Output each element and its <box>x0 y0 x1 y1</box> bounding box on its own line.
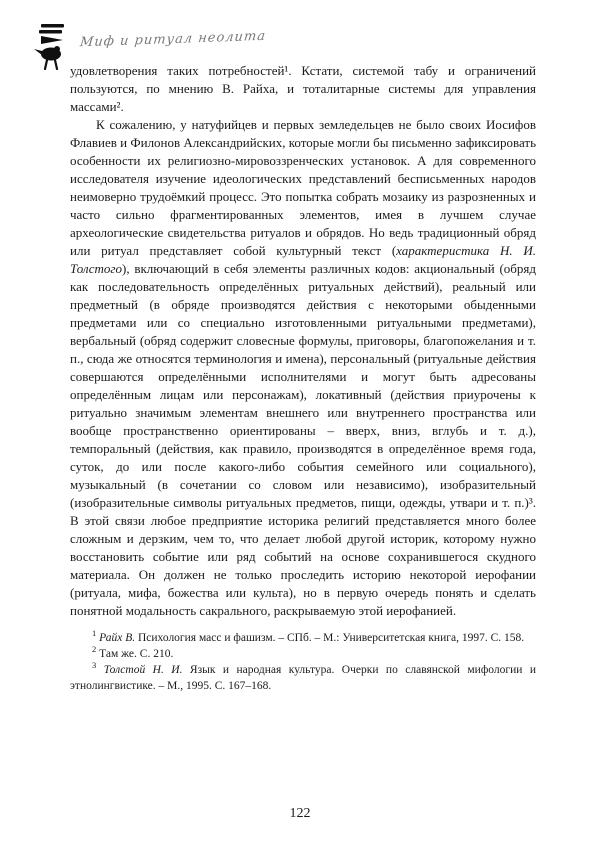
paragraph-text: ), включающий в себя элементы различных кодов: акциональный (обряд как последовательность определённых ритуальных действий), реальный или предметный (в обряде производятся действия с некоторыми обыденными предметами или со специально изготовленными ритуальными предметами), вербальный (обряд содержит словесные формулы, приговоры, благопожелания и т. п., сюда же относятся терминология и имена), персональный (ритуальные действия совершаются определёнными исполнителями и могут быть адресованы определённым лицам или персонажам), локативный (действия приурочены к ритуально значимым элементам внешнего или внутреннего пространства или вообще пространственно ориентированы – вверх, вниз, вглубь и т. д.), темпоральный (действия, как правило, производятся в определённое время года, суток, до или после какого-либо события семейного или социального), музыкальный (в сочетании со словом или независимо), изобразительный (изобразительные символы ритуальных предметов, пищи, одежды, утвари и т. п.)³. В этой связи любое предприятие историка религий представляется много более сложным и дерзким, чем то, что делает любой другой историк, которому нужно восстановить событие или ряд событий на основе сохранившегося скудного материала. Он должен не только проследить историю некоторой иерофании (ритуала, мифа, божества или культа), но в первую очередь понять и сделать понятной модальность сакрального, раскрываемую этой иерофанией. <box>70 261 536 618</box>
paragraph-text: удовлетворения таких потребностей¹. Кстати, системой табу и ограничений пользуются, по мнению В. Райха, и тоталитарные системы для управления массами². <box>70 63 536 114</box>
footnote-mark: 2 <box>92 644 97 655</box>
paragraph-continuation <box>70 62 536 116</box>
running-title: Миф и ритуал неолита <box>79 28 267 51</box>
footnote-mark: 1 <box>92 628 97 639</box>
footnote <box>70 662 536 694</box>
footnote-text: Психология масс и фашизм. – СПб. – М.: Университетская книга, 1997. С. 158. <box>135 632 525 644</box>
footnote <box>70 646 536 662</box>
footnote-text: Там же. С. 210. <box>99 648 174 660</box>
totem-bird-ornament-icon <box>34 24 68 70</box>
footnotes-section <box>70 630 536 694</box>
page-number: 122 <box>289 806 311 821</box>
footnote-mark: 3 <box>92 660 97 671</box>
paragraph-main <box>70 116 536 620</box>
footnote <box>70 630 536 646</box>
footnote-text: Язык и народная культура. Очерки по славянской мифологии и этнолингвистике. – М., 1995. С. 167–168. <box>70 664 536 692</box>
footnote-author-italic: Райх В. <box>99 632 136 644</box>
paragraph-text: К сожалению, у натуфийцев и первых земледельцев не было своих Иосифов Флавиев и Филонов Александрийских, которые могли бы письменно зафиксировать особенности их религиозно-мировоззренческих установок. А для современного исследователя изучение идеологических представлений бесписьменных народов неимоверно трудоёмкий процесс. Это попытка собрать мозаику из разрозненных и часто сильно фрагментированных элементов, имея в лучшем случае археологические свидетельства ритуалов и обрядов. Но ведь традиционный обряд или ритуал представляет собой культурный текст ( <box>70 117 536 258</box>
inline-italic-citation: характеристика Н. И. Толстого <box>70 243 536 276</box>
text-block <box>70 62 536 694</box>
page-header <box>34 24 266 70</box>
footnote-author-italic: Толстой Н. И. <box>103 664 183 676</box>
